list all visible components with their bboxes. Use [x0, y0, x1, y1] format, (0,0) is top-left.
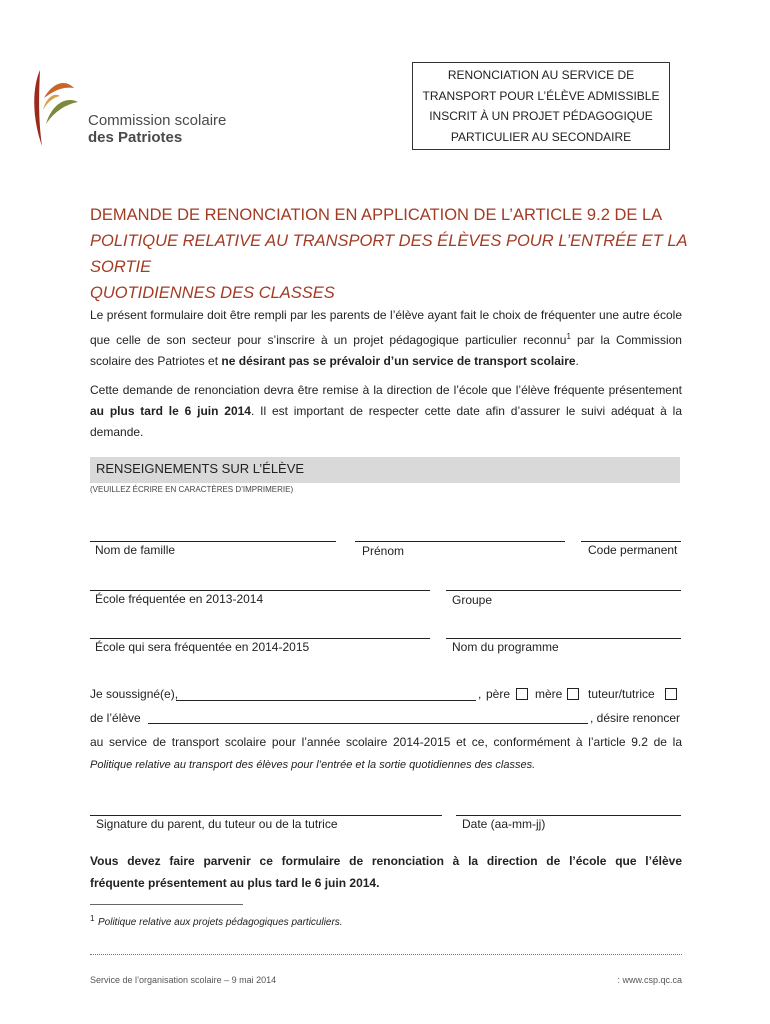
intro-text: . Il est important de respecter cette date afin d’assurer le suivi adéquat à la demande.	[90, 404, 682, 439]
footer-divider	[90, 954, 682, 955]
footnote-text: Politique relative aux projets pédagogiques particuliers.	[98, 917, 343, 928]
je-soussigne-label: Je soussigné(e),	[90, 687, 179, 701]
footer-website[interactable]: : www.csp.qc.ca	[617, 975, 682, 985]
prenom-field[interactable]	[355, 541, 565, 542]
prenom-label: Prénom	[362, 544, 405, 558]
pere-checkbox[interactable]	[516, 688, 528, 700]
main-title-line2: POLITIQUE RELATIVE AU TRANSPORT DES ÉLÈVES POUR L’ENTRÉE ET LA SORTIE	[90, 232, 687, 276]
pere-label: père	[486, 687, 511, 701]
intro-bold-text: ne désirant pas se prévaloir d’un service de transport scolaire	[221, 354, 576, 368]
section-header	[90, 457, 680, 483]
form-title-line4: PARTICULIER AU SECONDAIRE	[450, 129, 632, 144]
nom-label: Nom de famille	[95, 543, 176, 557]
intro-paragraph-2	[90, 380, 682, 443]
programme-label: Nom du programme	[452, 640, 559, 654]
de-l-eleve-label: de l’élève	[90, 711, 141, 725]
form-title-line1: RENONCIATION AU SERVICE DE	[447, 68, 635, 82]
code-permanent-label: Code permanent	[588, 543, 678, 557]
comma: ,	[478, 687, 482, 701]
intro-paragraph-1	[90, 305, 682, 372]
deadline-bold-text: au plus tard le 6 juin 2014	[90, 404, 251, 418]
intro-text: .	[575, 354, 579, 368]
mere-label: mère	[535, 687, 563, 701]
main-title	[90, 202, 690, 306]
programme-field[interactable]	[446, 638, 681, 639]
footer-left: Service de l’organisation scolaire – 9 mai 2014	[90, 975, 277, 985]
tuteur-label: tuteur/tutrice	[588, 687, 655, 701]
intro-text: Le présent formulaire doit être rempli par les parents de l’élève ayant fait le choix de fréquenter une autre école que celle de son secteur pour s’inscrire à un projet pédagogique particulier reconnu	[90, 308, 682, 347]
intro-text: Cette demande de renonciation devra être remise à la direction de l’école que l’élève fréquente présentement	[90, 383, 682, 397]
groupe-label: Groupe	[452, 593, 493, 607]
ecole-future-field[interactable]	[90, 638, 430, 639]
parent-name-field[interactable]	[176, 700, 476, 701]
signature-label: Signature du parent, du tuteur ou de la tutrice	[96, 817, 338, 831]
code-permanent-field[interactable]	[581, 541, 681, 542]
declaration-line3: au service de transport scolaire pour l’année scolaire 2014-2015 et ce, conformément à l’article 9.2 de la	[90, 735, 682, 749]
date-label: Date (aa-mm-jj)	[462, 817, 546, 831]
notice-line1: Vous devez faire parvenir ce formulaire de renonciation à la direction de l’école que l’élève	[90, 854, 682, 868]
main-title-line3: QUOTIDIENNES DES CLASSES	[90, 284, 335, 302]
form-title-line3: INSCRIT À UN PROJET PÉDAGOGIQUE	[429, 109, 653, 123]
main-title-line1: DEMANDE DE RENONCIATION EN APPLICATION DE L’ARTICLE 9.2 DE LA	[90, 206, 663, 224]
nom-field[interactable]	[90, 541, 336, 542]
logo-text-line2: des Patriotes	[88, 129, 183, 146]
footnote-divider	[90, 904, 243, 905]
signature-field[interactable]	[90, 815, 442, 816]
date-field[interactable]	[456, 815, 681, 816]
tuteur-checkbox[interactable]	[665, 688, 677, 700]
ecole-actuelle-label: École fréquentée en 2013-2014	[95, 592, 264, 606]
section-title: RENSEIGNEMENTS SUR L’ÉLÈVE	[96, 461, 305, 476]
ecole-future-label: École qui sera fréquentée en 2014-2015	[95, 640, 310, 654]
footnote-ref: 1	[566, 332, 571, 341]
section-note: (VEUILLEZ ÉCRIRE EN CARACTÈRES D’IMPRIMERIE)	[90, 485, 294, 494]
intro-text: par la Commission scolaire des Patriotes et	[90, 333, 682, 368]
notice-line2: fréquente présentement au plus tard le 6 juin 2014.	[90, 876, 380, 890]
logo-text-line1: Commission scolaire	[88, 112, 227, 129]
ecole-actuelle-field[interactable]	[90, 590, 430, 591]
form-title-box	[412, 62, 670, 150]
desire-renoncer-label: , désire renoncer	[590, 711, 681, 725]
logo	[30, 68, 230, 148]
groupe-field[interactable]	[446, 590, 681, 591]
student-name-field[interactable]	[148, 723, 588, 724]
form-title-line2: TRANSPORT POUR L’ÉLÈVE ADMISSIBLE	[422, 88, 660, 103]
footnote-number: 1	[90, 914, 95, 923]
logo-mark-icon	[30, 68, 82, 148]
declaration-line4: Politique relative au transport des élèves pour l’entrée et la sortie quotidiennes des classes.	[90, 759, 536, 771]
mere-checkbox[interactable]	[567, 688, 579, 700]
